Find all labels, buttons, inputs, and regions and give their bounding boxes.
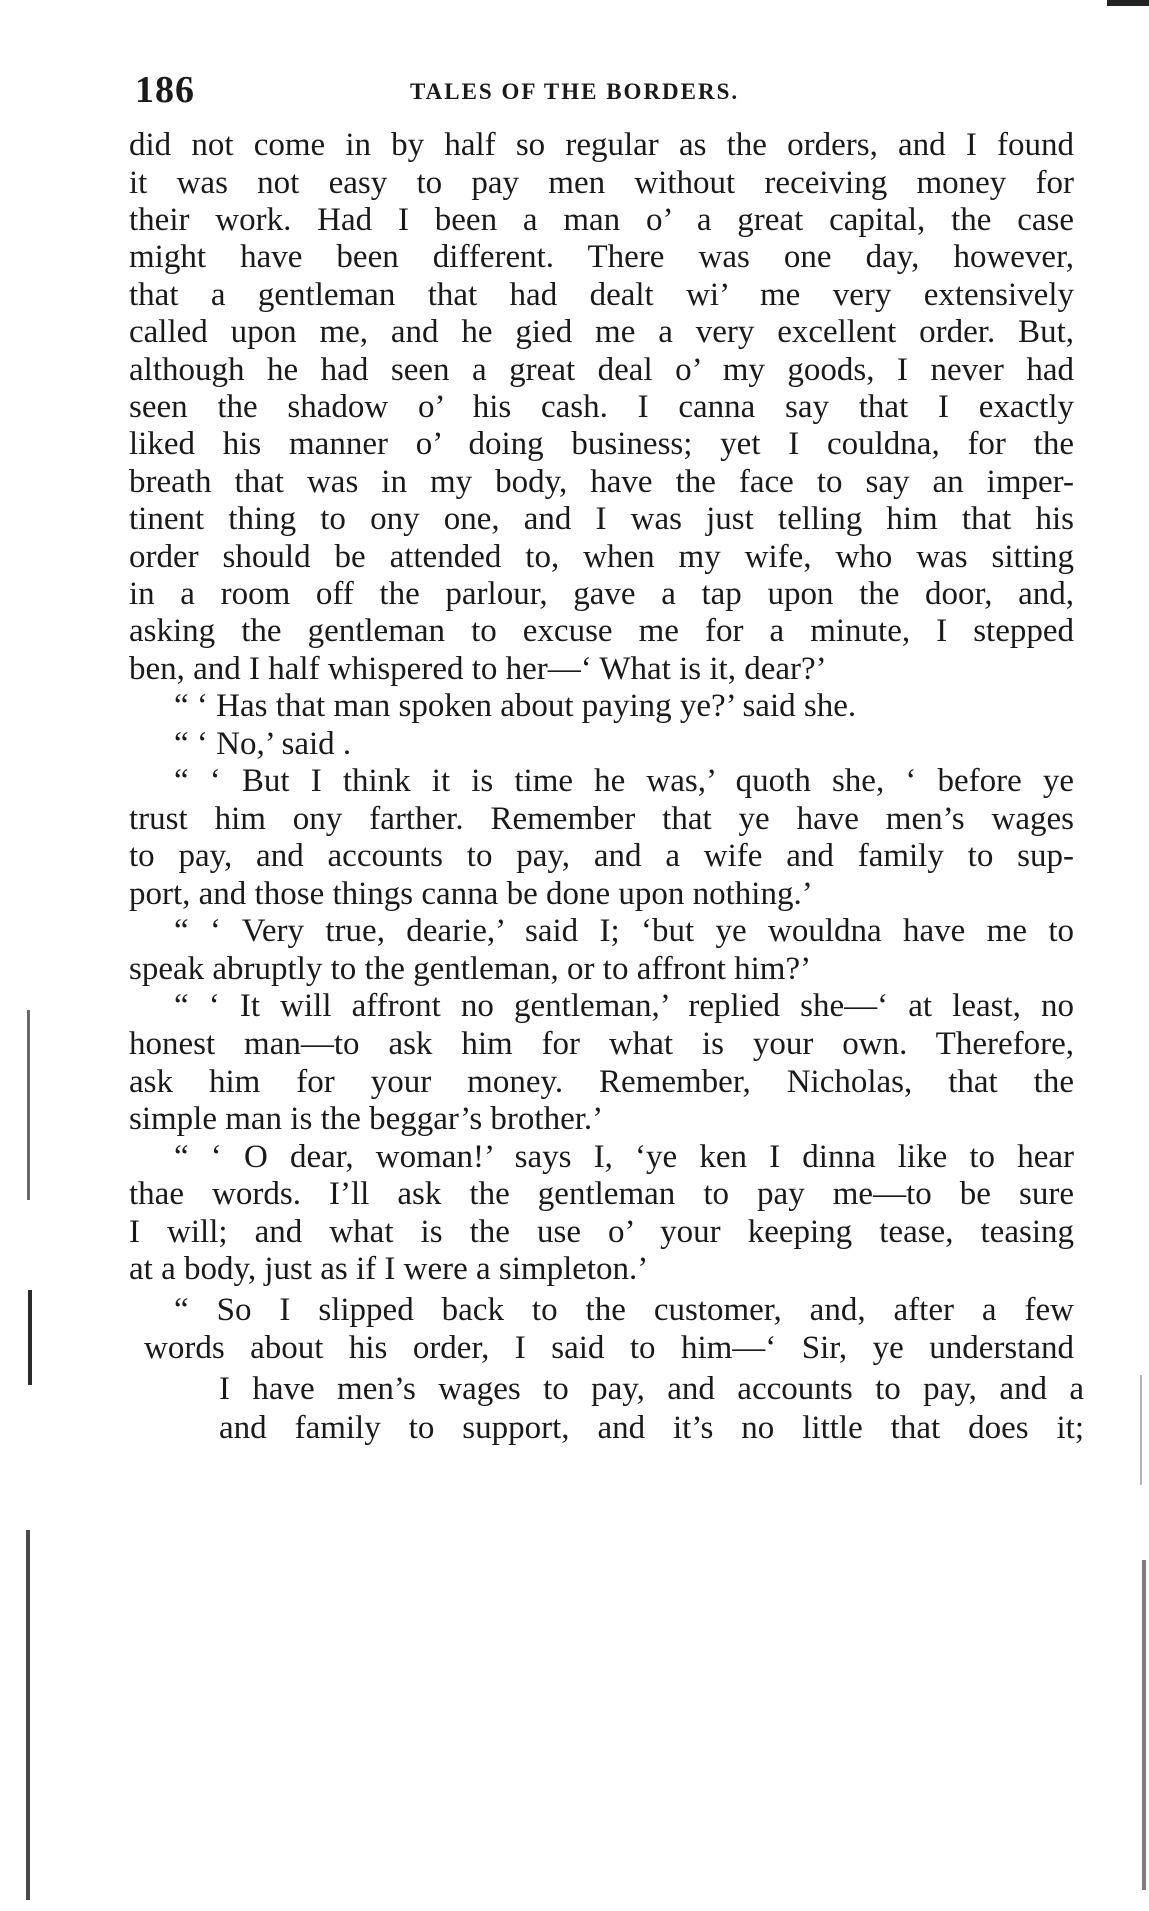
text-line: order should be attended to, when my wife, who was sitting <box>129 539 1074 575</box>
left-margin-scan-mark <box>28 1290 32 1385</box>
text-line: I will; and what is the use o’ your keeping tease, teasing <box>129 1214 1074 1250</box>
left-margin-scan-mark <box>26 1530 30 1900</box>
top-right-edge-mark <box>1107 0 1149 6</box>
text-line: “ ‘ O dear, woman!’ says I, ‘ye ken I dinna like to hear <box>174 1139 1074 1175</box>
text-line: their work. Had I been a man o’ a great capital, the case <box>129 202 1074 238</box>
left-margin-scan-mark <box>27 1010 30 1200</box>
text-line: “ So I slipped back to the customer, and, after a few <box>174 1292 1074 1328</box>
text-line: asking the gentleman to excuse me for a minute, I stepped <box>129 613 1074 649</box>
text-line: thae words. I’ll ask the gentleman to pay me—to be sure <box>129 1176 1074 1212</box>
text-line: simple man is the beggar’s brother.’ <box>129 1101 604 1137</box>
text-line: although he had seen a great deal o’ my goods, I never had <box>129 352 1074 388</box>
text-line: seen the shadow o’ his cash. I canna say that I exactly <box>129 389 1074 425</box>
text-line: did not come in by half so regular as the orders, and I found <box>129 127 1074 163</box>
text-line: “ ‘ Has that man spoken about paying ye?’ said she. <box>174 688 857 724</box>
text-line: trust him ony farther. Remember that ye have men’s wages <box>129 801 1074 837</box>
text-line: to pay, and accounts to pay, and a wife and family to sup- <box>129 838 1074 874</box>
running-head: TALES OF THE BORDERS. <box>410 79 740 104</box>
text-line: and family to support, and it’s no little that does it; <box>219 1410 1084 1446</box>
text-line: in a room off the parlour, gave a tap upon the door, and, <box>129 576 1074 612</box>
text-line: ask him for your money. Remember, Nicholas, that the <box>129 1064 1074 1100</box>
text-line: it was not easy to pay men without receiving money for <box>129 165 1074 201</box>
text-line: called upon me, and he gied me a very excellent order. But, <box>129 314 1074 350</box>
text-line: liked his manner o’ doing business; yet I couldna, for the <box>129 426 1074 462</box>
text-line: port, and those things canna be done upon nothing.’ <box>129 876 813 912</box>
text-line: at a body, just as if I were a simpleton.’ <box>129 1251 649 1287</box>
text-line: I have men’s wages to pay, and accounts to pay, and a <box>219 1371 1084 1407</box>
text-line: “ ‘ But I think it is time he was,’ quoth she, ‘ before ye <box>174 763 1074 799</box>
right-margin-scan-mark <box>1140 1375 1142 1485</box>
text-line: ben, and I half whispered to her—‘ What is it, dear?’ <box>129 651 827 687</box>
text-line: breath that was in my body, have the face to say an imper- <box>129 464 1074 500</box>
text-line: speak abruptly to the gentleman, or to affront him?’ <box>129 951 812 987</box>
page-number: 186 <box>135 69 195 111</box>
text-line: might have been different. There was one day, however, <box>129 239 1074 275</box>
text-line: tinent thing to ony one, and I was just telling him that his <box>129 501 1074 537</box>
text-line: “ ‘ It will affront no gentleman,’ replied she—‘ at least, no <box>174 988 1074 1024</box>
right-margin-scan-mark <box>1142 1560 1146 1890</box>
text-line: honest man—to ask him for what is your own. Therefore, <box>129 1026 1074 1062</box>
text-line: “ ‘ Very true, dearie,’ said I; ‘but ye wouldna have me to <box>174 913 1074 949</box>
text-line: that a gentleman that had dealt wi’ me very extensively <box>129 277 1074 313</box>
text-line: words about his order, I said to him—‘ Sir, ye understand <box>144 1330 1074 1366</box>
text-line: “ ‘ No,’ said . <box>174 726 352 762</box>
